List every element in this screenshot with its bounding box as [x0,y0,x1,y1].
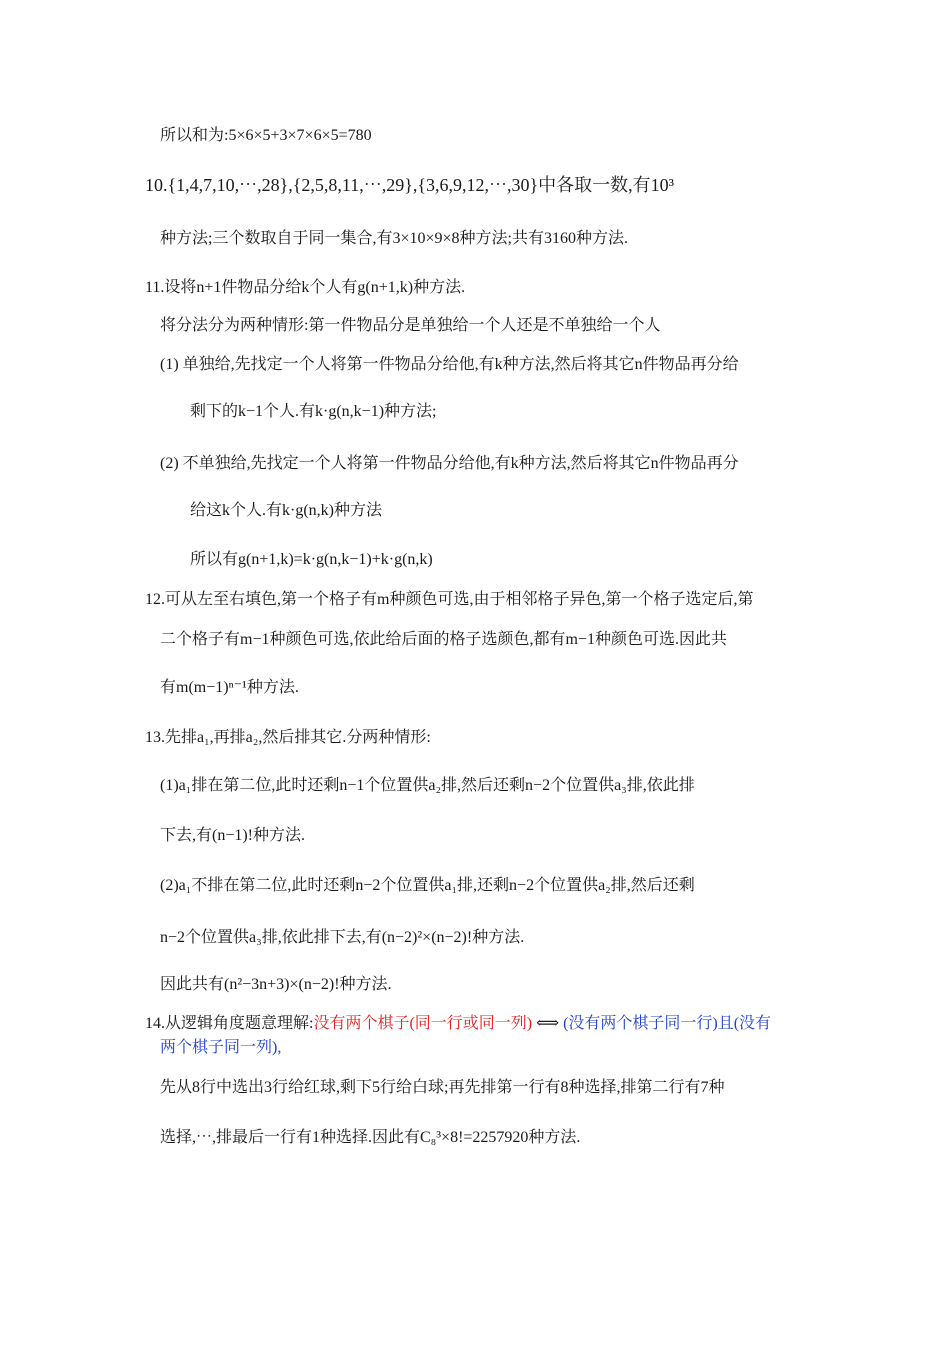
line-content: 给这k个人.有k·g(n,k)种方法 [190,502,382,519]
text-line [160,680,299,696]
text-line [160,828,305,844]
text-line [190,503,382,519]
line-content: n−2个位置供a₃排,依此排下去,有(n−2)²×(n−2)!种方法. [160,929,525,946]
text-line [160,1080,724,1096]
line-content: (1) 单独给,先找定一个人将第一件物品分给他,有k种方法,然后将其它n件物品再分给 [160,356,739,373]
text-line [160,128,372,144]
text-line [160,878,695,894]
text-line [160,357,739,373]
line-content: 种方法;三个数取自于同一集合,有3×10×9×8种方法;共有3160种方法. [160,230,628,247]
text-line [145,280,465,296]
text-line [160,456,739,472]
line-content: 先从8行中选出3行给红球,剩下5行给白球;再先排第一行有8种选择,排第二行有7种 [160,1079,725,1096]
line-content: (2)a₁不排在第二位,此时还剩n−2个位置供a₁排,还剩n−2个位置供a₂排,然后还剩 [160,877,695,894]
line-content: 二个格子有m−1种颜色可选,依此给后面的格子选颜色,都有m−1种颜色可选.因此共 [160,631,727,648]
text-line [145,176,674,194]
line-content: 12.可从左至右填色,第一个格子有m种颜色可选,由于相邻格子异色,第一个格子选定后,第 [145,591,754,608]
line-content: (1)a₁排在第二位,此时还剩n−1个位置供a₂排,然后还剩n−2个位置供a₃排,依此排 [160,777,695,794]
text-line [190,552,433,568]
text-line [160,1130,580,1146]
line-content: 所以和为:5×6×5+3×7×6×5=780 [160,127,372,144]
line-content: 下去,有(n−1)!种方法. [160,827,306,844]
text-line [145,1016,771,1032]
line-content: 剩下的k−1个人.有k·g(n,k−1)种方法; [190,403,437,420]
red-highlight: 没有两个棋子(同一行或同一列) [313,1015,533,1032]
line-content: 11.设将n+1件物品分给k个人有g(n+1,k)种方法. [145,279,466,296]
text-line [160,1040,281,1056]
text-line [160,318,660,334]
text-line [160,778,695,794]
equivalence-symbol: ⟺ [532,1015,564,1032]
text-line [190,404,436,420]
text-line [160,632,727,648]
line-content: 因此共有(n²−3n+3)×(n−2)!种方法. [160,976,392,993]
line-content: 10.{1,4,7,10,⋯,28},{2,5,8,11,⋯,29},{3,6,9,12,⋯,30}中各取一数,有10³ [145,175,675,195]
blue-highlight: 两个棋子同一列), [160,1039,282,1056]
text-line [160,977,392,993]
text-line [160,231,628,247]
line-content: 所以有g(n+1,k)=k·g(n,k−1)+k·g(n,k) [190,551,433,568]
blue-highlight: (没有两个棋子同一行)且(没有 [563,1015,772,1032]
line-content: 将分法分为两种情形:第一件物品分是单独给一个人还是不单独给一个人 [160,317,661,334]
text-line [145,730,431,746]
line-content: 13.先排a₁,再排a₂,然后排其它.分两种情形: [145,729,431,746]
line-content: 选择,⋯,排最后一行有1种选择.因此有C₈³×8!=2257920种方法. [160,1129,581,1146]
text-line [145,592,753,608]
text-line [160,930,524,946]
line-content: 14.从逻辑角度题意理解: [145,1015,314,1032]
line-content: (2) 不单独给,先找定一个人将第一件物品分给他,有k种方法,然后将其它n件物品再分 [160,455,739,472]
line-content: 有m(m−1)ⁿ⁻¹种方法. [160,679,299,696]
